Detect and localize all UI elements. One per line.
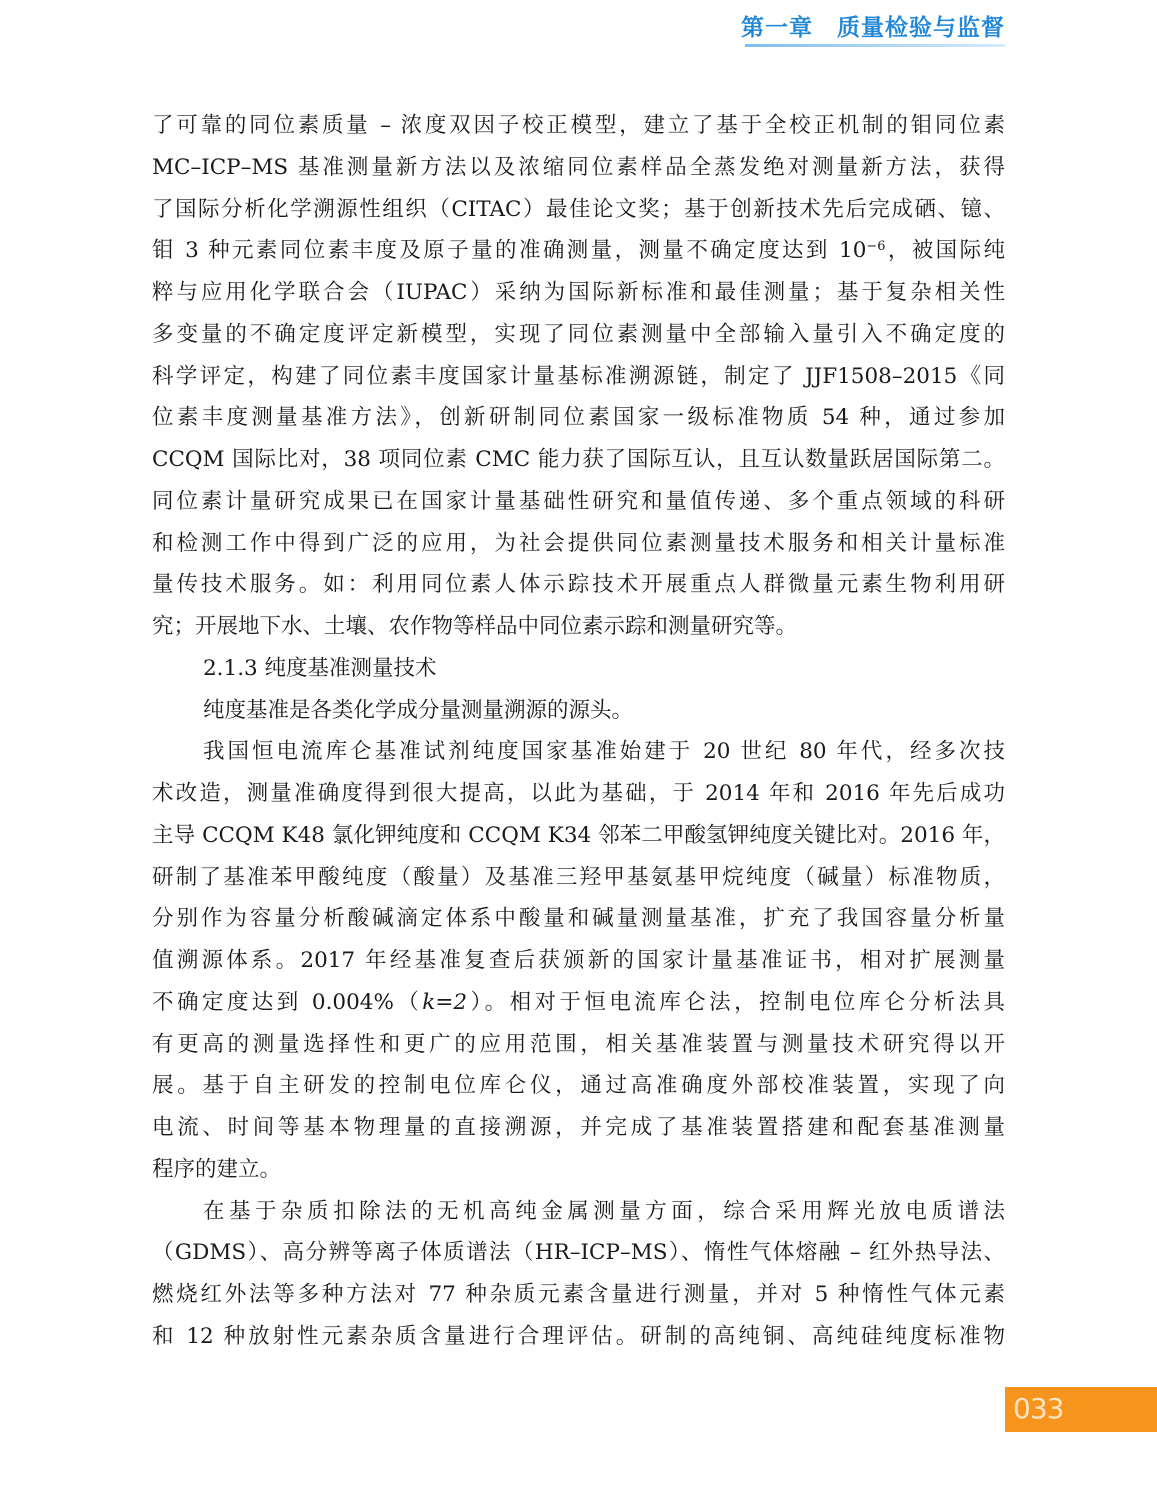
- body-line: 在基于杂质扣除法的无机高纯金属测量方面，综合采用辉光放电质谱法: [203, 1198, 1005, 1224]
- body-line: 展。基于自主研发的控制电位库仑仪，通过高准确度外部校准装置，实现了向: [152, 1073, 1005, 1099]
- body-line: CCQM 国际比对，38 项同位素 CMC 能力获了国际互认，且互认数量跃居国际第二。: [152, 447, 1005, 472]
- body-line: [152, 230, 1005, 272]
- body-line-text: ）。相对于恒电流库仑法，控制电位库仑分析法具: [467, 989, 1005, 1015]
- body-line-text: 钼 3 种元素同位素丰度及原子量的准确测量，测量不确定度达到 10: [152, 238, 867, 264]
- section-heading: 2.1.3 纯度基准测量技术: [203, 655, 437, 681]
- body-line: 燃烧红外法等多种方法对 77 种杂质元素含量进行测量，并对 5 种惰性气体元素: [152, 1282, 1005, 1307]
- body-line-text: 不确定度达到 0.004%（: [152, 989, 423, 1015]
- exponent: −6: [866, 239, 886, 255]
- body-line: 了可靠的同位素质量 – 浓度双因子校正模型，建立了基于全校正机制的钼同位素: [152, 113, 1005, 138]
- coverage-factor: k=2: [422, 989, 468, 1015]
- body-line: 和检测工作中得到广泛的应用，为社会提供同位素测量技术服务和相关计量标准: [152, 530, 1005, 556]
- body-line: 术改造，测量准确度得到很大提高，以此为基础，于 2014 年和 2016 年先后成功: [152, 781, 1005, 806]
- body-line: 粹与应用化学联合会（IUPAC）采纳为国际新标准和最佳测量；基于复杂相关性: [152, 280, 1005, 305]
- body-line: 值溯源体系。2017 年经基准复查后获颁新的国家计量基准证书，相对扩展测量: [152, 948, 1005, 973]
- body-line: 量传技术服务。如：利用同位素人体示踪技术开展重点人群微量元素生物利用研: [152, 572, 1005, 598]
- body-line: 分别作为容量分析酸碱滴定体系中酸量和碱量测量基准，扩充了我国容量分析量: [152, 906, 1005, 932]
- body-line: [152, 982, 1005, 1024]
- body-line: 有更高的测量选择性和更广的应用范围，相关基准装置与测量技术研究得以开: [152, 1031, 1005, 1057]
- body-line: 多变量的不确定度评定新模型，实现了同位素测量中全部输入量引入不确定度的: [152, 321, 1005, 347]
- body-line: 主导 CCQM K48 氯化钾纯度和 CCQM K34 邻苯二甲酸氢钾纯度关键比对。2016 年，: [152, 822, 1005, 848]
- body-line: （GDMS）、高分辨等离子体质谱法（HR–ICP–MS）、惰性气体熔融 – 红外热导法、: [152, 1240, 1005, 1266]
- body-line: 和 12 种放射性元素杂质含量进行合理评估。研制的高纯铜、高纯硅纯度标准物: [152, 1323, 1005, 1349]
- body-line: MC–ICP–MS 基准测量新方法以及浓缩同位素样品全蒸发绝对测量新方法，获得: [152, 154, 1005, 180]
- body-line: 了国际分析化学溯源性组织（CITAC）最佳论文奖；基于创新技术先后完成硒、镱、: [152, 196, 1005, 222]
- body-line: 纯度基准是各类化学成分量测量溯源的源头。: [203, 697, 634, 723]
- body-text: [152, 105, 1005, 1358]
- body-line: 我国恒电流库仑基准试剂纯度国家基准始建于 20 世纪 80 年代，经多次技: [203, 739, 1005, 765]
- body-line: 科学评定，构建了同位素丰度国家计量基标准溯源链，制定了 JJF1508–2015《同: [152, 363, 1005, 389]
- body-line: 同位素计量研究成果已在国家计量基础性研究和量值传递、多个重点领域的科研: [152, 488, 1005, 514]
- body-line: 电流、时间等基本物理量的直接溯源，并完成了基准装置搭建和配套基准测量: [152, 1115, 1005, 1140]
- page-number-tab: [1005, 1387, 1157, 1432]
- body-line: 位素丰度测量基准方法》，创新研制同位素国家一级标准物质 54 种，通过参加: [152, 405, 1005, 431]
- body-line: 程序的建立。: [152, 1156, 282, 1182]
- body-line: 研制了基准苯甲酸纯度（酸量）及基准三羟甲基氨基甲烷纯度（碱量）标准物质，: [152, 864, 1005, 890]
- header-rule: [745, 44, 1005, 47]
- body-line-text: ，被国际纯: [885, 238, 1005, 264]
- chapter-header: 第一章 质量检验与监督: [741, 15, 1005, 41]
- body-line: 究；开展地下水、土壤、农作物等样品中同位素示踪和测量研究等。: [152, 614, 798, 639]
- page-number: 033: [1013, 1392, 1064, 1425]
